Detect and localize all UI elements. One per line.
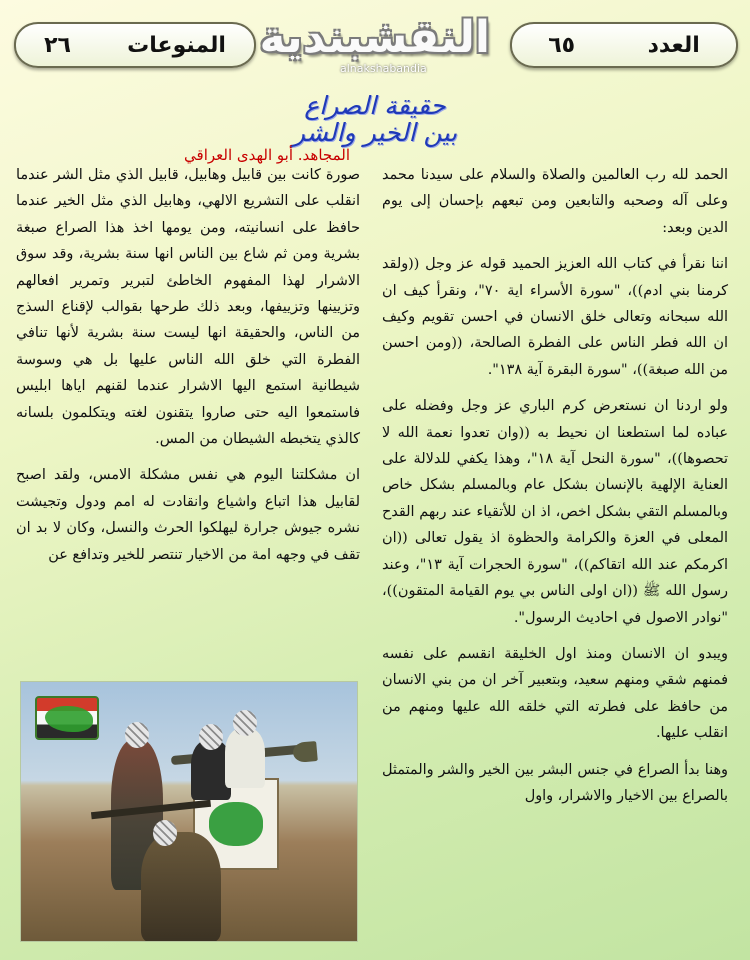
paragraph: ويبدو ان الانسان ومنذ اول الخليقة انقسم على نفسه فمنهم شقي ومنهم سعيد، وبتعبير آخر ان من بني الانسان من حافظ على فطرته التي خلقه الله عليها ومنهم من انقلب عليها. [382,645,728,742]
fighter-figure [141,832,221,942]
magazine-logo [259,12,490,82]
rocket-warhead-icon [292,741,318,763]
article-column-right [382,162,728,819]
author-byline: المجاهد. أبو الهدى العراقي [184,146,350,164]
keffiyeh-head-icon [199,724,223,750]
keffiyeh-head-icon [153,820,177,846]
map-emblem-icon [209,802,263,846]
title-line-2: بين الخير والشر [292,118,458,147]
paragraph: اننا نقرأ في كتاب الله العزيز الحميد قوله عز وجل ((ولقد كرمنا بني ادم))، "سورة الأسراء اية ٧٠"، ونقرأ كيف ان الله سبحانه وتعالى خلق الانسان في احسن تقويم وكيف ان الله فطر الناس على الفطرة الصالحة، ((ومن احسن من الله صبغة))، "سورة البقرة آية ١٣٨". [382,256,728,378]
article-photo [20,681,358,942]
section-name: المنوعات [127,32,226,58]
article-column-left [16,162,360,578]
paragraph: صورة كانت بين قابيل وهابيل، قابيل الذي مثل الشر عندما انقلب على التشريع الالهي، وهابيل الذي مثل الخير عندما حافظ على انسانيته، ومن يومها اخذ هذا الصراع صبغة بشرية ومن ثم شاع بين الناس انها سنة بشرية، وقد سوق الاشرار لهذا المفهوم الخاطئ لتبرير وتمرير افعالهم وتزيينها وتزييفها، وبعد ذلك طرحها بقوالب لإقناع السذج من الناس، والحقيقة انها ليست سنة بشرية لأنها تنافي الفطرة التي خلق الله الناس عليها بل هي وسوسة شيطانية استمع اليها الاشرار عندما لقنهم اياها ابليس فاستمعوا اليه حتى صاروا يتقنون لغته ويتكلمون بلسانه كالذي يتخبطه الشيطان من المس. [16,167,360,448]
map-icon [45,706,93,732]
keffiyeh-head-icon [125,722,149,748]
issue-number: ٦٥ [548,32,576,58]
paragraph: الحمد لله رب العالمين والصلاة والسلام على سيدنا محمد وعلى آله وصحبه والتابعين ومن تبعهم بإحسان إلى يوم الدين وبعد: [382,167,728,236]
page-number: ٢٦ [44,32,71,58]
issue-banner [510,22,738,68]
keffiyeh-head-icon [233,710,257,736]
title-line-1: حقيقة الصراع [304,91,446,120]
article-title [240,92,510,146]
flag-logo-icon [35,696,99,740]
section-banner [14,22,256,68]
logo-wordmark: النقشبندية [259,12,490,63]
paragraph: ان مشكلتنا اليوم هي نفس مشكلة الامس، ولقد اصبح لقابيل هذا اتباع واشياع وانقادت له امم ودول وتجيشت نشره جيوش جرارة ليهلكوا الحرث والنسل، وكان لا بد ان تقف في وجهه امة من الاخيار تنتصر للخير وتدافع عن [16,467,360,563]
issue-label: العدد [647,32,700,58]
logo-latin-text: alnakshabandia [340,62,427,75]
paragraph: ولو اردنا ان نستعرض كرم الباري عز وجل وفضله على عباده لما استطعنا ان نحيط به ((وان تعدوا نعمة الله لا تحصوها))، "سورة النحل آية ١٨"، وهذا يكفي للدلالة على العناية الإلهية بالإنسان بشكل عام وبالمسلم بشكل خاص وبالمسلم التقي بشكل اخص، اذ ان للأتقياء عند ربهم القدح المعلى في العزة والكرامة والحظوة اذ يقول تعالى ((ان اكرمكم عند الله اتقاكم))، "سورة الحجرات آية ١٣"، وعند رسول الله ﷺ ((ان اولى الناس بي يوم القيامة المتقون))، "نوادر الاصول في احاديث الرسول". [382,398,728,626]
paragraph: وهنا بدأ الصراع في جنس البشر بين الخير والشر والمتمثل بالصراع بين الاخيار والاشرار، واول [382,761,728,804]
fighter-figure [225,728,265,788]
